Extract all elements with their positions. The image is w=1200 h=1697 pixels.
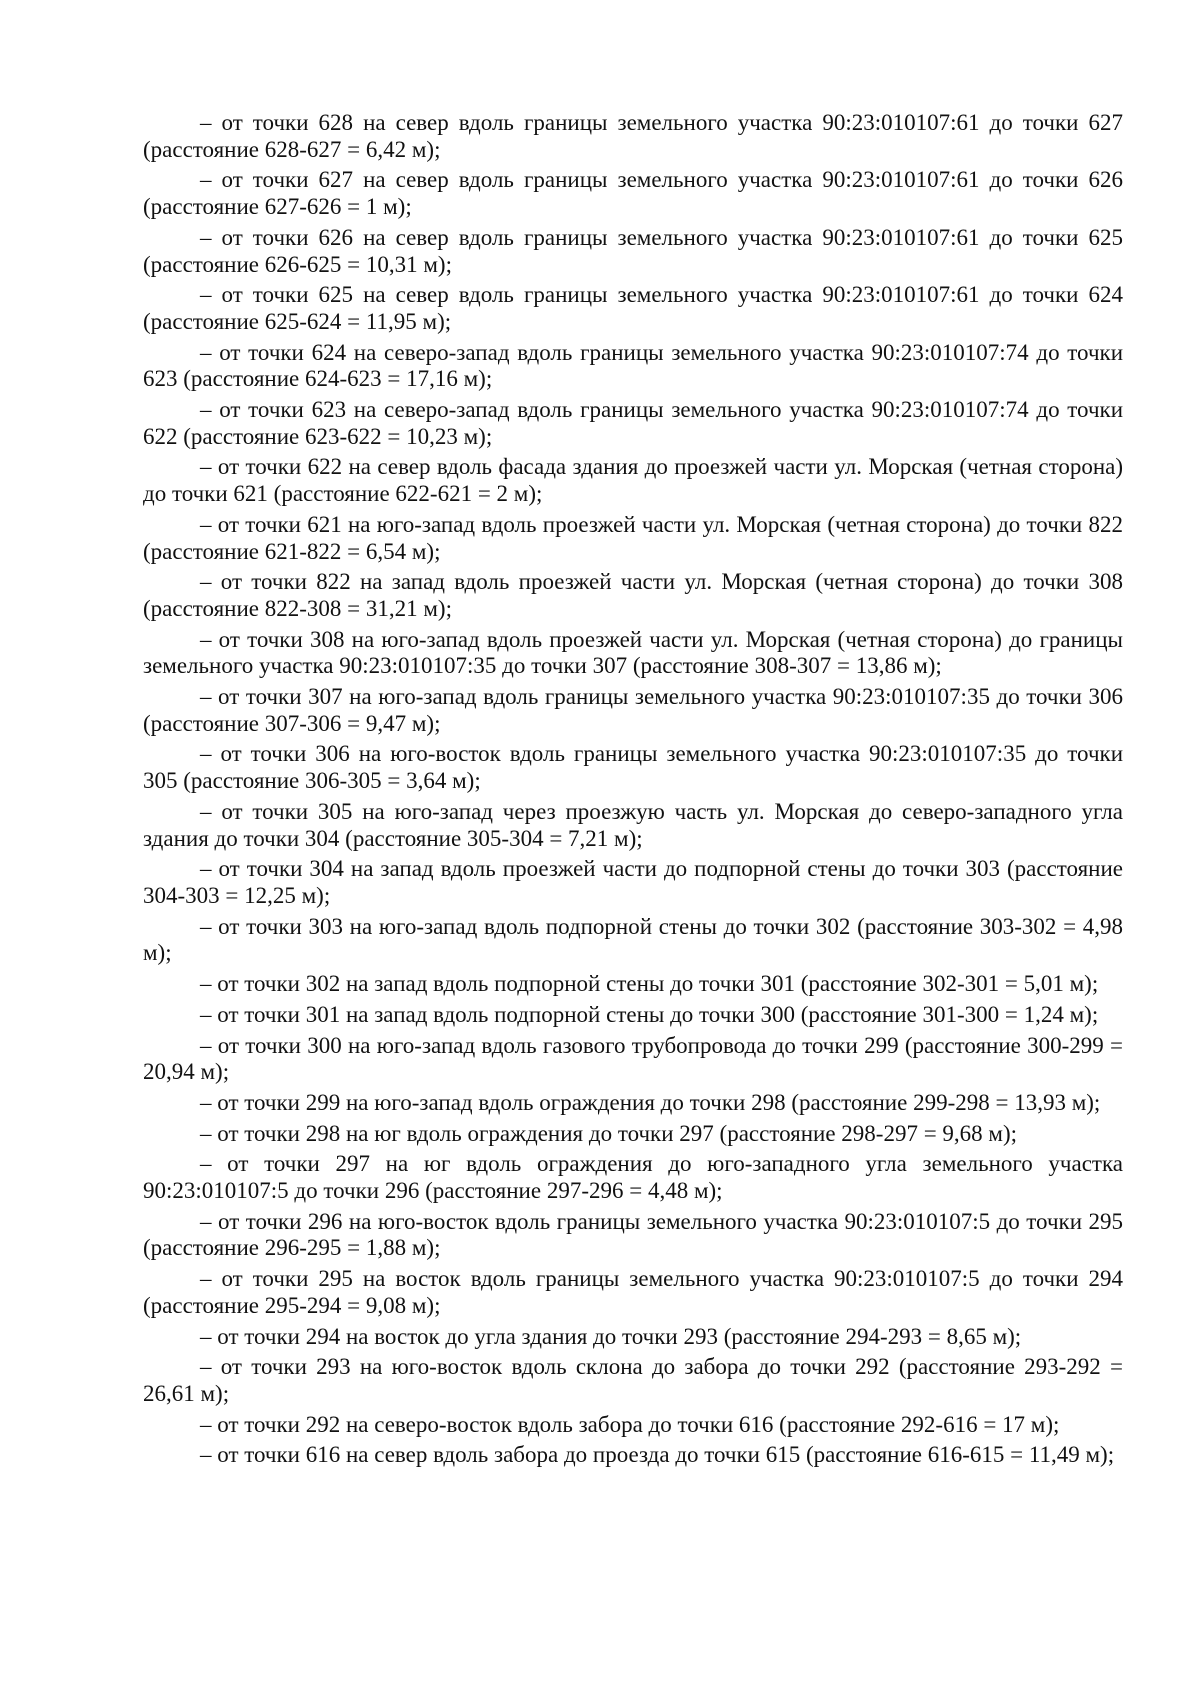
paragraph-9: – от точки 822 на запад вдоль проезжей части ул. Морская (четная сторона) до точки 308 (расстояние 822-308 = 31,21 м); (143, 569, 1123, 621)
paragraph-23: – от точки 295 на восток вдоль границы земельного участка 90:23:010107:5 до точки 294 (расстояние 295-294 = 9,08 м); (143, 1266, 1123, 1318)
paragraph-8: – от точки 621 на юго-запад вдоль проезжей части ул. Морская (четная сторона) до точки 822 (расстояние 621-822 = 6,54 м); (143, 511, 1123, 564)
paragraph-7: – от точки 622 на север вдоль фасада здания до проезжей части ул. Морская (четная сторона) до точки 621 (расстояние 622-621 = 2 м); (143, 454, 1123, 507)
paragraph-27: – от точки 616 на север вдоль забора до проезда до точки 615 (расстояние 616-615 = 11,49 м); (200, 1442, 1115, 1468)
paragraph-19: – от точки 299 на юго-запад вдоль ограждения до точки 298 (расстояние 299-298 = 13,93 м); (200, 1089, 1101, 1115)
paragraph-20: – от точки 298 на юг вдоль ограждения до точки 297 (расстояние 298-297 = 9,68 м); (200, 1120, 1018, 1146)
paragraph-1: – от точки 628 на север вдоль границы земельного участка 90:23:010107:61 до точки 627 (расстояние 628-627 = 6,42 м); (143, 110, 1123, 162)
paragraph-2: – от точки 627 на север вдоль границы земельного участка 90:23:010107:61 до точки 626 (расстояние 627-626 = 1 м); (143, 167, 1123, 220)
paragraph-4: – от точки 625 на север вдоль границы земельного участка 90:23:010107:61 до точки 624 (расстояние 625-624 = 11,95 м); (143, 282, 1123, 334)
paragraph-12: – от точки 306 на юго-восток вдоль границы земельного участка 90:23:010107:35 до точки 305 (расстояние 306-305 = 3,64 м); (143, 741, 1123, 794)
paragraph-5: – от точки 624 на северо-запад вдоль границы земельного участка 90:23:010107:74 до точки 623 (расстояние 624-623 = 17,16 м); (143, 339, 1123, 392)
paragraph-24: – от точки 294 на восток до угла здания до точки 293 (расстояние 294-293 = 8,65 м); (200, 1323, 1022, 1349)
paragraph-17: – от точки 301 на запад вдоль подпорной стены до точки 300 (расстояние 301-300 = 1,24 м); (200, 1001, 1099, 1027)
paragraph-13: – от точки 305 на юго-запад через проезжую часть ул. Морская до северо-западного угла здания до точки 304 (расстояние 305-304 = 7,21 м); (143, 798, 1123, 851)
document-body (143, 110, 1123, 1473)
paragraph-14: – от точки 304 на запад вдоль проезжей части до подпорной стены до точки 303 (расстояние 304-303 = 12,25 м); (143, 856, 1123, 908)
paragraph-21: – от точки 297 на юг вдоль ограждения до юго-западного угла земельного участка 90:23:010107:5 до точки 296 (расстояние 297-296 = 4,48 м); (143, 1151, 1123, 1204)
paragraph-26: – от точки 292 на северо-восток вдоль забора до точки 616 (расстояние 292-616 = 17 м); (200, 1411, 1060, 1437)
paragraph-3: – от точки 626 на север вдоль границы земельного участка 90:23:010107:61 до точки 625 (расстояние 626-625 = 10,31 м); (143, 224, 1123, 277)
paragraph-22: – от точки 296 на юго-восток вдоль границы земельного участка 90:23:010107:5 до точки 295 (расстояние 296-295 = 1,88 м); (143, 1208, 1123, 1261)
paragraph-16: – от точки 302 на запад вдоль подпорной стены до точки 301 (расстояние 302-301 = 5,01 м); (200, 971, 1099, 997)
paragraph-10: – от точки 308 на юго-запад вдоль проезжей части ул. Морская (четная сторона) до границы земельного участка 90:23:010107:35 до точки 307 (расстояние 308-307 = 13,86 м); (143, 626, 1123, 679)
paragraph-15: – от точки 303 на юго-запад вдоль подпорной стены до точки 302 (расстояние 303-302 = 4,98 м); (143, 913, 1123, 966)
paragraph-25: – от точки 293 на юго-восток вдоль склона до забора до точки 292 (расстояние 293-292 = 26,61 м); (143, 1354, 1123, 1406)
paragraph-18: – от точки 300 на юго-запад вдоль газового трубопровода до точки 299 (расстояние 300-299 = 20,94 м); (143, 1032, 1123, 1085)
paragraph-11: – от точки 307 на юго-запад вдоль границы земельного участка 90:23:010107:35 до точки 306 (расстояние 307-306 = 9,47 м); (143, 684, 1123, 736)
paragraph-6: – от точки 623 на северо-запад вдоль границы земельного участка 90:23:010107:74 до точки 622 (расстояние 623-622 = 10,23 м); (143, 397, 1123, 449)
